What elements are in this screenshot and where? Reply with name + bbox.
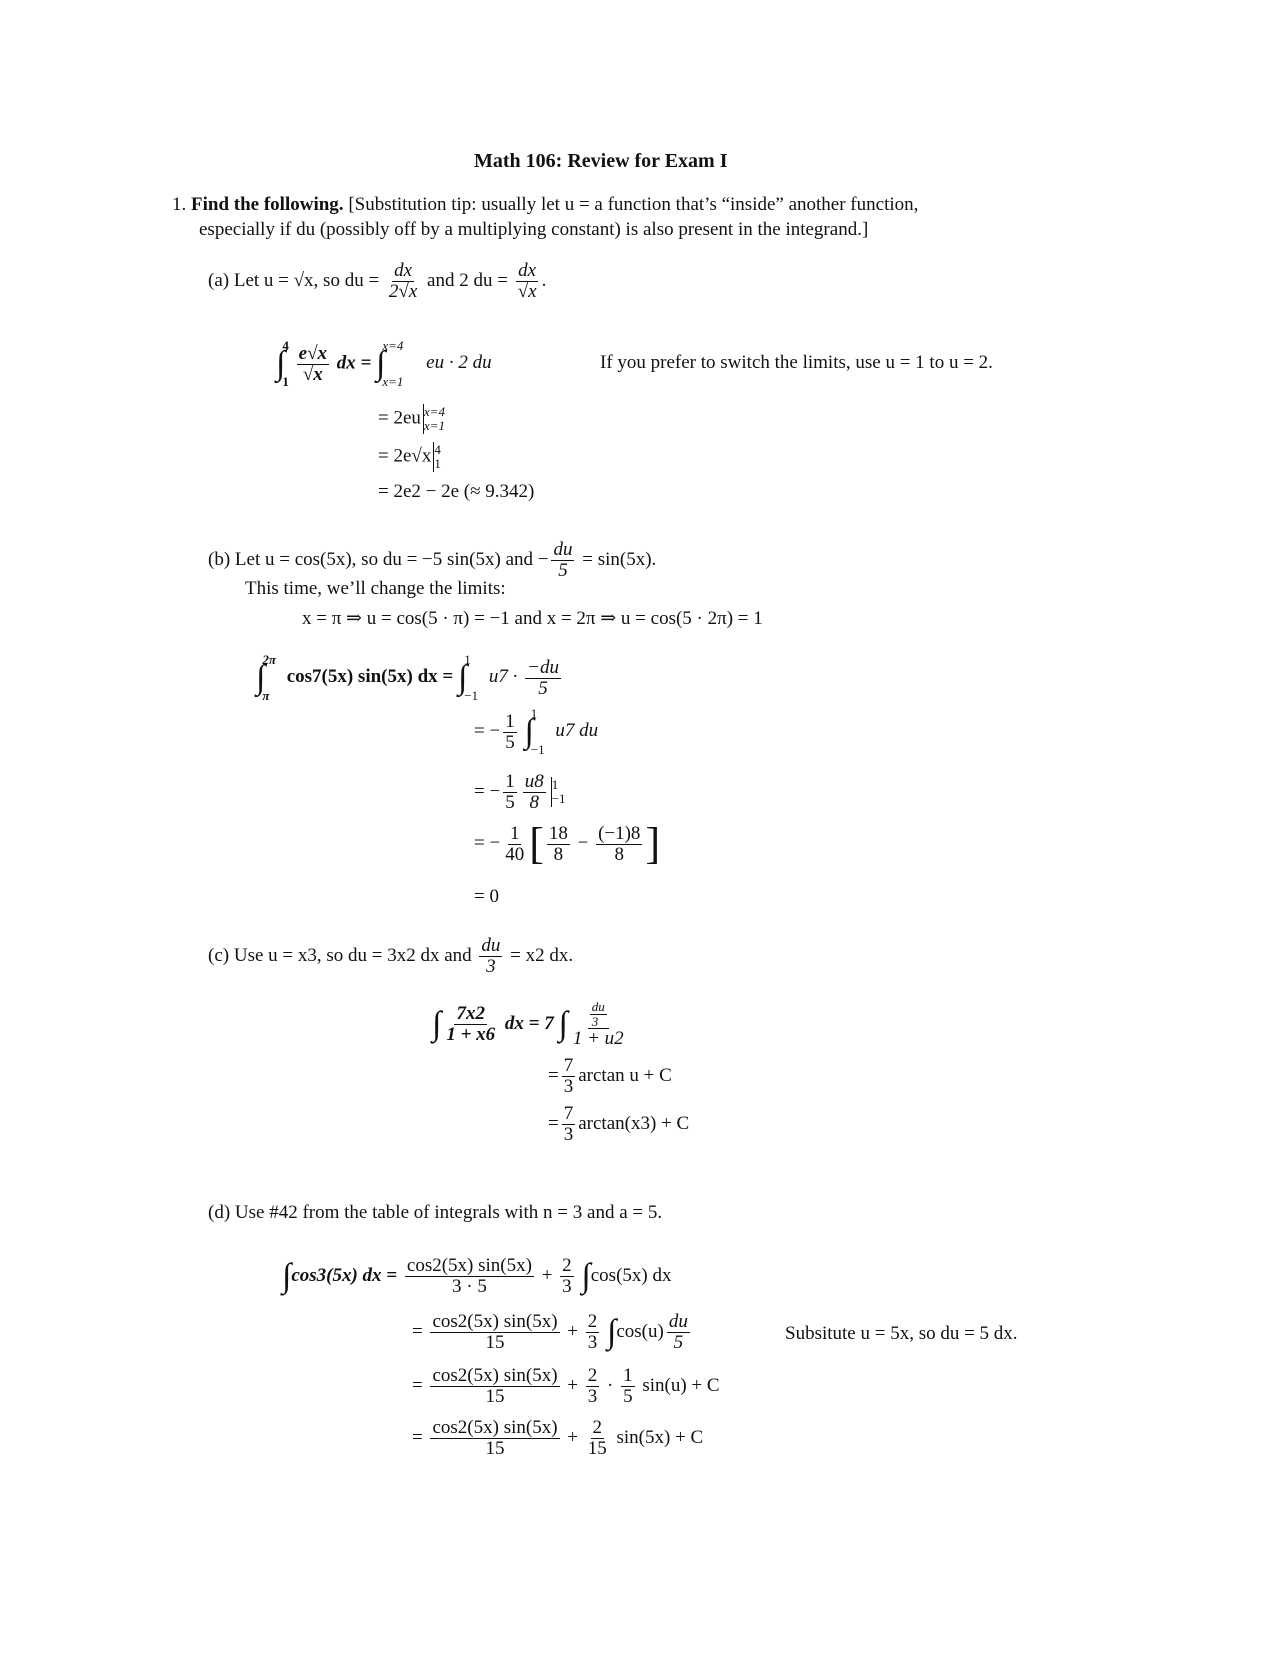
problem-header [172, 194, 918, 216]
part-a-step3: = 2e2 − 2e (≈ 9.342) [378, 481, 535, 502]
part-a-frac1: $\frac{dx}{2√x}$ [388, 260, 418, 302]
part-d-lhs: cos3(5x) dx = [291, 1264, 398, 1286]
integral-sign: ∫ [376, 345, 386, 382]
integral-sign: ∫ [457, 659, 468, 696]
part-b-rhs: u7 · [488, 666, 518, 688]
part-b-line3: x = π ⇒ u = cos(5 · π) = −1 and x = 2π ⇒ u = cos(5 · 2π) = 1 [302, 608, 763, 629]
part-a-dx: dx = [336, 352, 372, 374]
page-title: Math 106: Review for Exam I [474, 150, 728, 172]
part-d-row3: = $\frac{\cos 2(5x) \sin(5x)}{15}$ + $\frac{2}{3}$ · $\frac{1}{5}$ sin(u) + C [412, 1365, 720, 1407]
part-b-rhs-frac: $\frac{-du}{5}$ [527, 656, 559, 699]
part-a-integrand: $\frac{e√x}{√x}$ [298, 342, 327, 385]
part-a-step1: = 2eu x=4 x=1 [378, 403, 445, 433]
part-c-step1: = $\frac{7}{3}$ arctan u + C [548, 1055, 672, 1097]
part-d-intro [208, 1202, 662, 1224]
part-b-intro-text: Let u = cos(5x), so du = −5 sin(5x) and − [234, 548, 549, 570]
part-d-row2: = $\frac{\cos 2(5x) \sin(5x)}{15}$ + $\frac{2}{3}$ ∫cos(u) $\frac{du}{5}$ [412, 1311, 688, 1353]
part-a-intro-text: Let u = √x, so du = [233, 269, 380, 291]
part-c-integrand: $\frac{7x2}{1 + x6}$ [446, 1003, 496, 1046]
part-a-label: (a) [208, 269, 230, 291]
tip-line-1: [Substitution tip: usually let u = a function that’s “inside” another function, [348, 194, 919, 215]
part-c-intro-text: Use u = x3, so du = 3x2 dx and [233, 944, 472, 966]
part-b-integrand: cos7(5x) sin(5x) dx = [286, 666, 454, 688]
part-a-rhs: eu · 2 du [426, 352, 492, 374]
step-frac: $\frac{1}{5}$ [505, 710, 515, 753]
part-d-note: Subsitute u = 5x, so du = 5 dx. [785, 1323, 1018, 1344]
part-b-step3: = − $\frac{1}{40}$ [ $\frac{18}{8}$ − $\frac{(-1)8}{8}$ ] [474, 819, 661, 868]
part-b-step2: = − $\frac{1}{5}$ $\frac{u8}{8}$ 1 −1 [474, 771, 566, 813]
part-c-integral-line: ∫ $\frac{7x2}{1 + x6}$ dx = 7 ∫ $\frac{\frac{du}{3}}{1 + u2}$ [432, 999, 624, 1050]
part-b-step4: = 0 [474, 886, 499, 907]
integral-sign: ∫ [256, 659, 266, 696]
part-a-frac2: $\frac{dx}{√x}$ [517, 260, 537, 302]
part-c-step2: = $\frac{7}{3}$ arctan(x3) + C [548, 1103, 690, 1145]
part-c-intro [208, 936, 573, 977]
part-d-label: (d) [208, 1202, 231, 1223]
integral-sign: ∫ [276, 345, 286, 382]
part-a-note: If you prefer to switch the limits, use u = 1 to u = 2. [600, 352, 993, 373]
part-a-intro-and: and 2 du = [427, 269, 508, 291]
part-b-step1: = − $\frac{1}{5}$ ∫ 1 −1 u7 du [474, 706, 599, 757]
problem-number: 1. [172, 194, 187, 215]
tip-line-2: especially if du (possibly off by a multiplying constant) is also present in the integrand.] [199, 219, 869, 240]
part-a-integral-line: ∫ 4 1 $\frac{e√x}{√x}$ dx = ∫ x=4 x=1 eu · 2 du [276, 338, 492, 389]
part-c-rhs-frac: $\frac{\frac{du}{3}}{1 + u2}$ [572, 999, 624, 1050]
part-b-line2: This time, we’ll change the limits: [245, 578, 506, 599]
part-c-intro-end: = x2 dx. [510, 944, 574, 966]
part-c-label: (c) [208, 944, 230, 966]
part-a-step2: = 2e√x 4 1 [378, 441, 441, 471]
part-b-intro-end: = sin(5x). [582, 548, 657, 570]
part-b-intro-frac: $\frac{du}{5}$ [553, 539, 573, 581]
part-c-intro-frac: $\frac{du}{3}$ [481, 935, 501, 977]
part-d-row1: ∫cos3(5x) dx = $\frac{\cos 2(5x) \sin(5x)}{3 \cdot 5}$ + $\frac{2}{3}$ ∫cos(5x) dx [282, 1255, 672, 1297]
part-d-intro-text: Use #42 from the table of integrals with n = 3 and a = 5. [234, 1202, 663, 1223]
part-b-integral-line: ∫ 2π π cos7(5x) sin(5x) dx = ∫ 1 −1 u7 · $\frac{-du}{5}$ [256, 652, 559, 703]
part-b-label: (b) [208, 548, 231, 570]
problem-heading: Find the following. [191, 194, 344, 215]
part-b-intro [208, 540, 656, 581]
part-d-row4: = $\frac{\cos 2(5x) \sin(5x)}{15}$ + $\frac{2}{15}$ sin(5x) + C [412, 1417, 704, 1459]
part-c-dx: dx = 7 [504, 1012, 554, 1034]
part-a-intro: (a) Let u = √x, so du = $\frac{dx}{2√x}$ and 2 du = $\frac{dx}{√x}$ . [208, 260, 547, 302]
